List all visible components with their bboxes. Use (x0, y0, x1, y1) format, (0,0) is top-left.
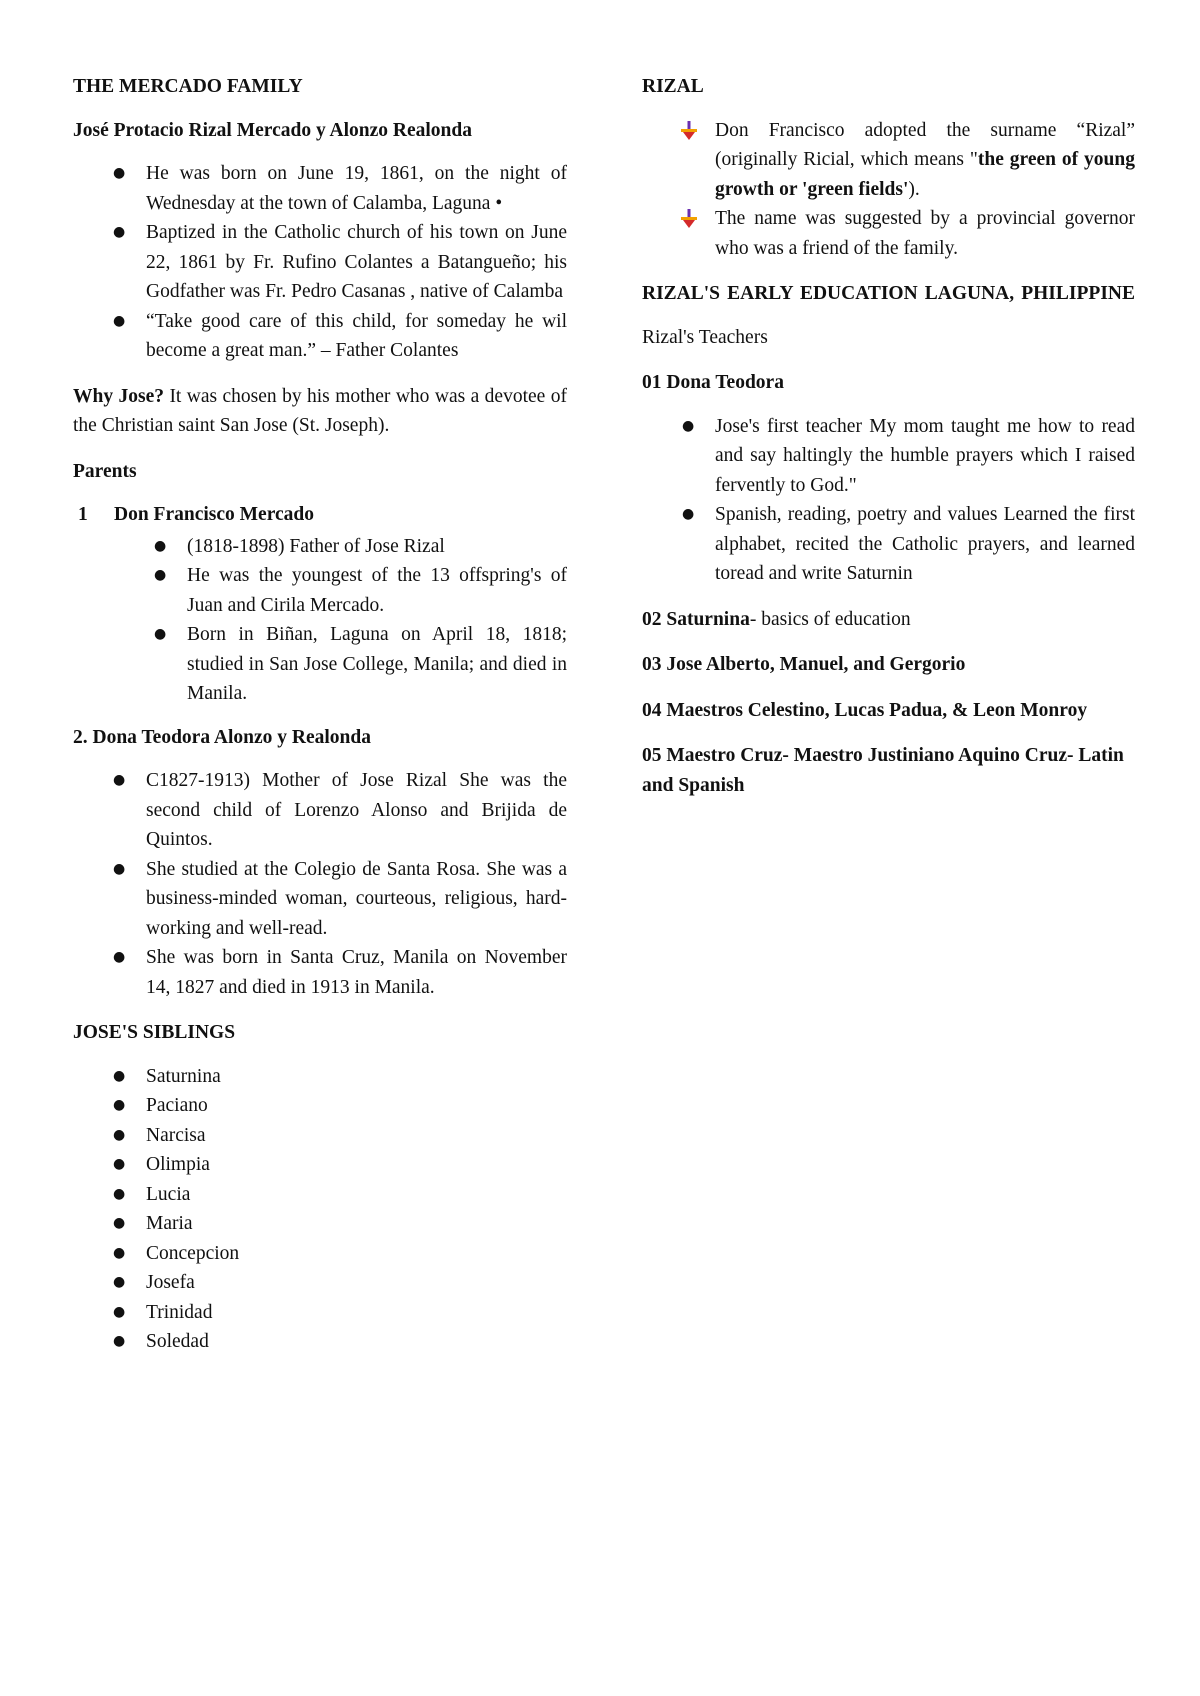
right-column (642, 72, 1135, 816)
early-education-heading: RIZAL'S EARLY EDUCATION LAGUNA, PHILIPPINE (642, 283, 1135, 304)
list-item: ● Lucia (146, 1180, 567, 1210)
list-item: ● C1827-1913) Mother of Jose Rizal She was the second child of Lorenzo Alonso and Brijida de Quintos. (146, 766, 567, 855)
rizal-arrow-list (642, 116, 1135, 264)
father-number: 1 (78, 504, 88, 525)
list-item: ● Spanish, reading, poetry and values Learned the first alphabet, recited the Catholic prayers, and learned toread and write Saturnin (715, 500, 1135, 589)
down-arrow-bullet-icon (679, 209, 699, 229)
list-item: ● Baptized in the Catholic church of his town on June 22, 1861 by Fr. Rufino Colantes a Batangueño; his Godfather was Fr. Pedro Casanas , native of Calamba (146, 218, 567, 307)
intro-bullet-list (73, 159, 567, 366)
list-item (715, 204, 1135, 263)
list-item (715, 116, 1135, 205)
teacher-2-line (642, 605, 1135, 635)
siblings-list (73, 1062, 567, 1357)
father-name: Don Francisco Mercado (114, 504, 315, 525)
list-item: ● Born in Biñan, Laguna on April 18, 1818; studied in San Jose College, Manila; and died in Manila. (187, 620, 567, 709)
mother-heading: 2. Dona Teodora Alonzo y Realonda (73, 726, 371, 748)
list-item: ● She was born in Santa Cruz, Manila on November 14, 1827 and died in 1913 in Manila. (146, 943, 567, 1002)
down-arrow-bullet-icon (679, 121, 699, 141)
why-jose-paragraph (73, 382, 567, 441)
rizal-item-bold: the green of young growth or 'green fields' (715, 149, 1135, 200)
full-name-heading: José Protacio Rizal Mercado y Alonzo Realonda (73, 119, 472, 141)
why-jose-text: It was chosen by his mother who was a devotee of the Christian saint San Jose (St. Joseph). (73, 385, 567, 436)
father-heading (73, 500, 567, 530)
list-item: ● She studied at the Colegio de Santa Rosa. She was a business-minded woman, courteous, religious, hard-working and well-read. (146, 855, 567, 944)
teacher-2-name: 02 Saturnina (642, 608, 750, 630)
left-column (73, 72, 567, 1373)
list-item: ● Trinidad (146, 1298, 567, 1328)
list-item: ● Maria (146, 1209, 567, 1239)
parents-heading: Parents (73, 460, 137, 482)
list-item: ● He was born on June 19, 1861, on the night of Wednesday at the town of Calamba, Laguna • (146, 159, 567, 218)
list-item: ● Saturnina (146, 1062, 567, 1092)
list-item: ● Concepcion (146, 1239, 567, 1269)
siblings-heading: JOSE'S SIBLINGS (73, 1022, 236, 1043)
list-item: ● Soledad (146, 1327, 567, 1357)
rizal-heading: RIZAL (642, 76, 704, 97)
mother-bullet-list (73, 766, 567, 1002)
rizal-item-end: ). (908, 178, 920, 200)
father-bullet-list (73, 532, 567, 709)
why-jose-label: Why Jose? (73, 385, 165, 407)
teacher-4-line: 04 Maestros Celestino, Lucas Padua, & Leon Monroy (642, 699, 1088, 721)
list-item: ● Olimpia (146, 1150, 567, 1180)
teachers-label: Rizal's Teachers (642, 326, 768, 348)
rizal-item-text: The name was suggested by a provincial governor who was a friend of the family. (715, 208, 1135, 259)
teacher-3-line: 03 Jose Alberto, Manuel, and Gergorio (642, 654, 966, 675)
list-item: ● Narcisa (146, 1121, 567, 1151)
teacher-1-heading: 01 Dona Teodora (642, 372, 784, 393)
teacher-5-line: 05 Maestro Cruz- Maestro Justiniano Aquino Cruz- Latin and Spanish (642, 745, 1124, 796)
teacher-2-desc: - basics of education (749, 608, 911, 630)
list-item: ● (1818-1898) Father of Jose Rizal (187, 532, 567, 562)
list-item: ● Jose's first teacher My mom taught me how to read and say haltingly the humble prayers which I raised fervently to God." (715, 412, 1135, 501)
list-item: ● Paciano (146, 1091, 567, 1121)
rizal-item-text: Don Francisco adopted the surname “Rizal” (originally Ricial, which means " (715, 119, 1135, 170)
section-title-mercado-family: THE MERCADO FAMILY (73, 76, 303, 97)
list-item: ● Josefa (146, 1268, 567, 1298)
teacher-1-bullet-list (642, 412, 1135, 589)
list-item: ● “Take good care of this child, for someday he wil become a great man.” – Father Colantes (146, 307, 567, 366)
list-item: ● He was the youngest of the 13 offspring's of Juan and Cirila Mercado. (187, 561, 567, 620)
